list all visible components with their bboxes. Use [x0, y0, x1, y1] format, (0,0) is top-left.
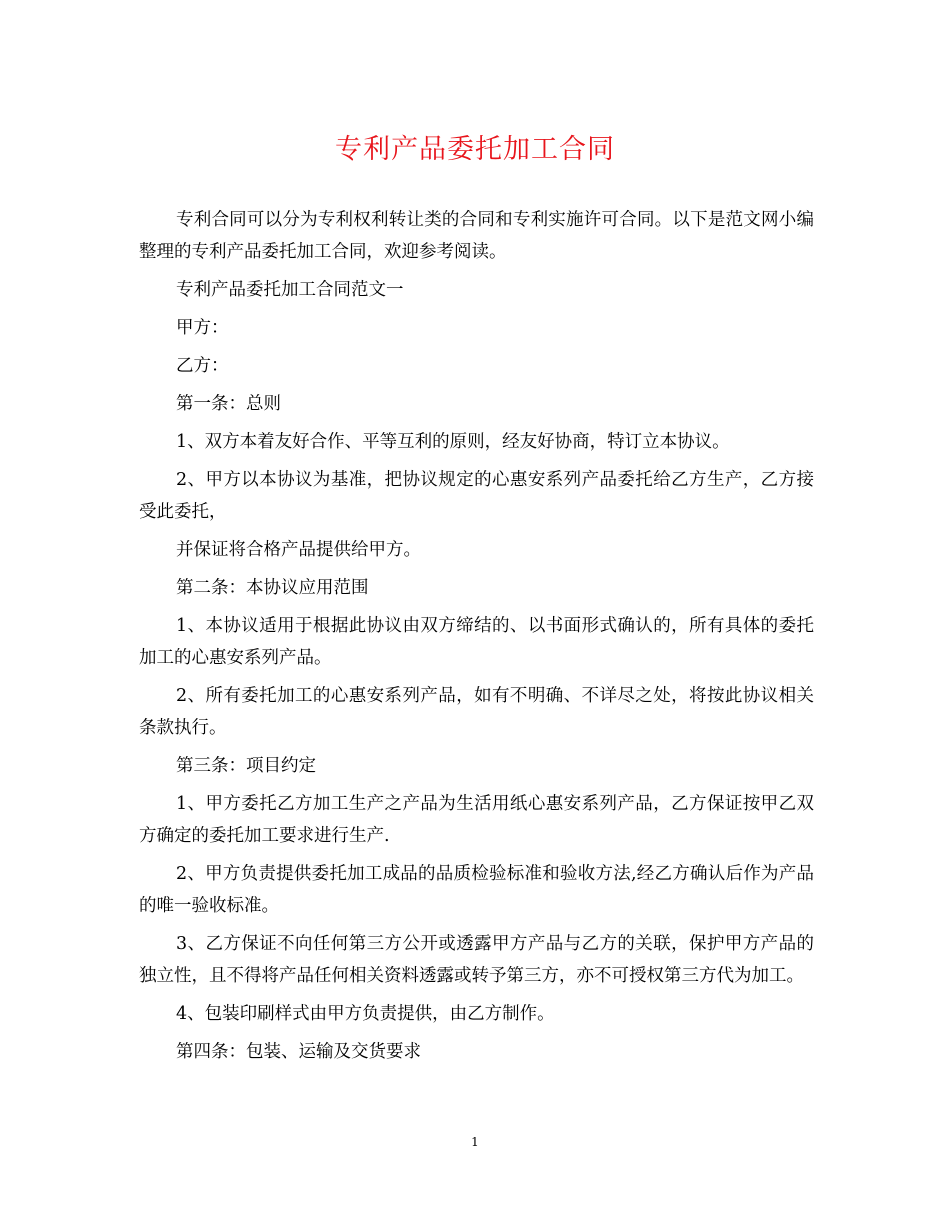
paragraph-sample-heading: 专利产品委托加工合同范文一: [176, 280, 404, 300]
page-number: 1: [471, 1135, 479, 1149]
paragraph-party-a: 甲方：: [176, 318, 229, 338]
paragraph-article-2: 第二条：本协议应用范围: [176, 578, 369, 598]
paragraph-article-1-item-2-cont: 并保证将合格产品提供给甲方。: [176, 540, 421, 560]
document-body: [139, 204, 814, 1068]
paragraph-article-4: 第四条：包装、运输及交货要求: [176, 1042, 421, 1062]
paragraph-article-1-item-1: 1、双方本着友好合作、平等互利的原则，经友好协商，特订立本协议。: [176, 432, 730, 452]
paragraph-article-3-item-4: 4、包装印刷样式由甲方负责提供，由乙方制作。: [176, 1004, 555, 1024]
paragraph-article-3-item-1: 1、甲方委托乙方加工生产之产品为生活用纸心惠安系列产品，乙方保证按甲乙双方确定的委托加工要求进行生产.: [139, 794, 814, 846]
paragraph-article-3-item-3: 3、乙方保证不向任何第三方公开或透露甲方产品与乙方的关联，保护甲方产品的独立性，且不得将产品任何相关资料透露或转予第三方，亦不可授权第三方代为加工。: [139, 934, 814, 986]
paragraph-article-3-item-2: 2、甲方负责提供委托加工成品的品质检验标准和验收方法,经乙方确认后作为产品的唯一验收标准。: [139, 864, 814, 916]
paragraph-article-1-item-2: 2、甲方以本协议为基准，把协议规定的心惠安系列产品委托给乙方生产，乙方接受此委托，: [139, 470, 814, 522]
paragraph-party-b: 乙方：: [176, 356, 229, 376]
paragraph-article-2-item-2: 2、所有委托加工的心惠安系列产品，如有不明确、不详尽之处，将按此协议相关条款执行。: [139, 686, 814, 738]
paragraph-intro: 专利合同可以分为专利权利转让类的合同和专利实施许可合同。以下是范文网小编整理的专利产品委托加工合同，欢迎参考阅读。: [139, 210, 814, 262]
paragraph-article-1: 第一条：总则: [176, 394, 281, 414]
paragraph-article-3: 第三条：项目约定: [176, 756, 316, 776]
paragraph-article-2-item-1: 1、本协议适用于根据此协议由双方缔结的、以书面形式确认的，所有具体的委托加工的心惠安系列产品。: [139, 616, 814, 668]
page-title: 专利产品委托加工合同: [335, 134, 615, 165]
